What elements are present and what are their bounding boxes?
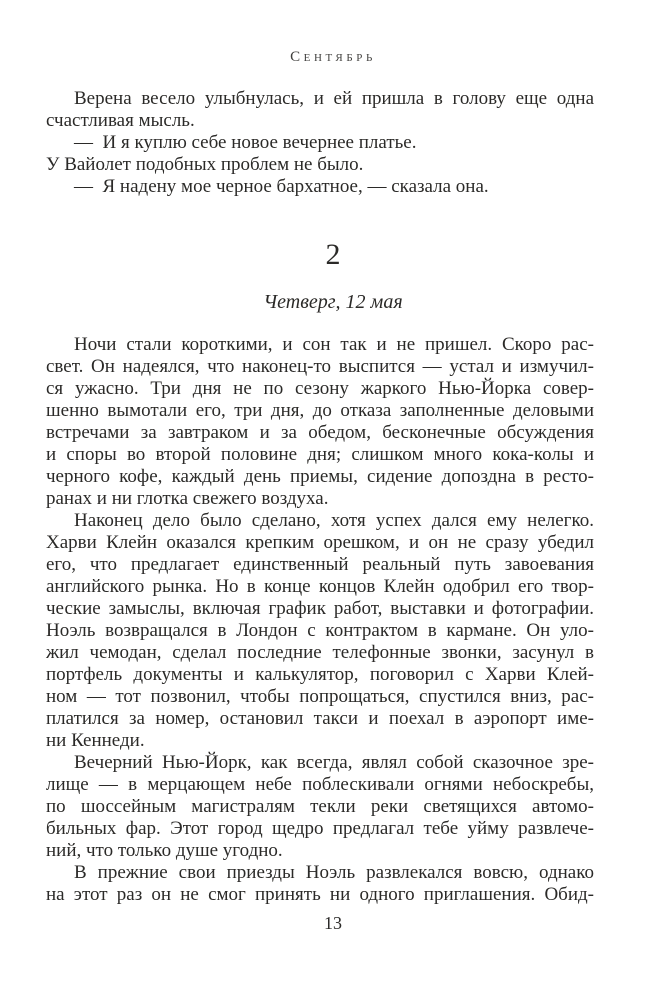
text-line: ческие замыслы, включая график работ, выставки и фотографии.	[46, 598, 594, 619]
text-line: шенно вымотали его, три дня, до отказа заполненные деловыми	[46, 400, 594, 421]
text-line: платился за номер, остановил такси и поехал в аэропорт име-	[46, 708, 594, 729]
text-line: — Я надену мое черное бархатное, — сказала она.	[74, 176, 489, 197]
text-line: Вечерний Нью-Йорк, как всегда, являл собой сказочное зре-	[74, 752, 594, 773]
body-section	[46, 334, 594, 906]
paragraph	[46, 510, 594, 752]
text-line: черного кофе, каждый день приемы, сидение допоздна в ресто-	[46, 466, 594, 487]
text-line: свет. Он надеялся, что наконец-то выспится — устал и измучил-	[46, 356, 594, 377]
intro-section	[46, 88, 594, 198]
text-line: на этот раз он не смог принять ни одного приглашения. Обид-	[46, 884, 594, 905]
text-line: по шоссейным магистралям текли реки светящихся автомо-	[46, 796, 594, 817]
text-line: ний, что только душе угодно.	[46, 840, 283, 861]
chapter-number: 2	[325, 238, 341, 271]
text-line: ся ужасно. Три дня не по сезону жаркого Нью-Йорка совер-	[46, 378, 594, 399]
text-line: Верена весело улыбнулась, и ей пришла в голову еще одна	[74, 88, 594, 109]
text-line: Харви Клейн оказался крепким орешком, и он не сразу убедил	[46, 532, 594, 553]
paragraph	[46, 862, 594, 906]
text-line: — И я куплю себе новое вечернее платье.	[74, 132, 417, 153]
page-number: 13	[324, 913, 342, 933]
paragraph	[46, 334, 594, 510]
text-line: Наконец дело было сделано, хотя успех дался ему нелегко.	[74, 510, 594, 531]
chapter-subtitle: Четверг, 12 мая	[263, 291, 403, 313]
text-line: английского рынка. Но в конце концов Клейн одобрил его твор-	[46, 576, 594, 597]
text-line: бильных фар. Этот город щедро предлагал тебе уйму развлече-	[46, 818, 594, 839]
text-line: портфель документы и калькулятор, поговорил с Харви Клей-	[46, 664, 594, 685]
text-line: и споры во второй половине дня; слишком много кока-колы и	[46, 444, 594, 465]
text-line: его, что предлагает единственный реальный путь завоевания	[46, 554, 594, 575]
text-line: Ночи стали короткими, и сон так и не пришел. Скоро рас-	[74, 334, 594, 355]
text-line: жил чемодан, сделал последние телефонные звонки, засунул в	[46, 642, 594, 663]
text-line: ном — тот позвонил, чтобы попрощаться, спустился вниз, рас-	[46, 686, 594, 707]
text-line: счастливая мысль.	[46, 110, 195, 131]
text-line: В прежние свои приезды Ноэль развлекался вовсю, однако	[74, 862, 594, 883]
text-line: встречами за завтраком и за обедом, бесконечные обсуждения	[46, 422, 594, 443]
text-line: ни Кеннеди.	[46, 730, 145, 751]
paragraph	[46, 132, 594, 154]
paragraph	[46, 88, 594, 132]
text-line: ранах и ни глотка свежего воздуха.	[46, 488, 329, 509]
paragraph	[46, 176, 594, 198]
text-line: Ноэль возвращался в Лондон с контрактом в кармане. Он уло-	[46, 620, 594, 641]
paragraph	[46, 752, 594, 862]
text-line: У Вайолет подобных проблем не было.	[46, 154, 364, 175]
paragraph	[46, 154, 594, 176]
text-line: лище — в мерцающем небе поблескивали огнями небоскребы,	[46, 774, 594, 795]
running-head: Сентябрь	[290, 49, 376, 65]
